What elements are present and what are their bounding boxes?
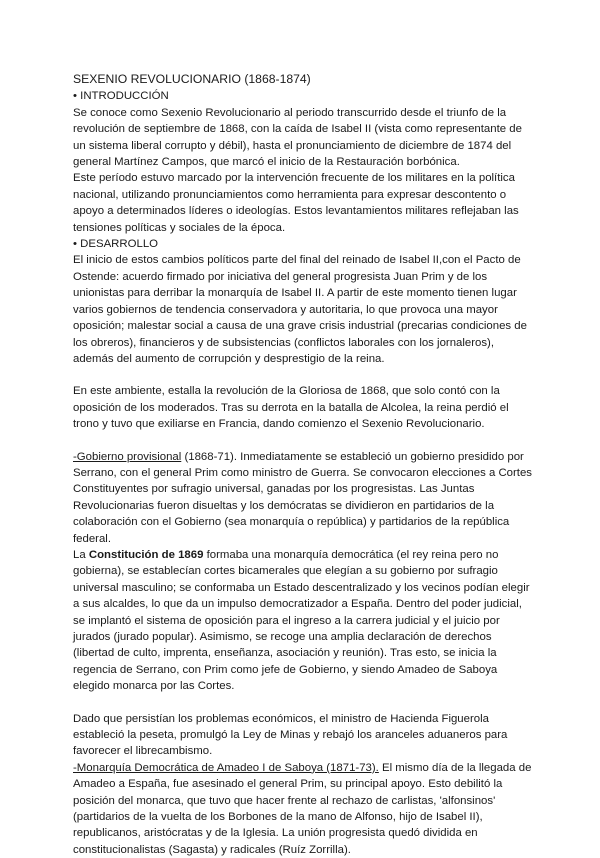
intro-paragraph-1: Se conoce como Sexenio Revolucionario al periodo transcurrido desde el triunfo de la revolución de septiembre de 1868, con la caída de Isabel II (vista como representante de un sistema liberal corrupto y débil), hasta el pronunciamiento de diciembre de 1874 del general Martínez Campos, que marcó el inicio de la Restauración borbónica. — [73, 106, 522, 169]
constitution-paragraph — [73, 547, 533, 695]
spacer — [73, 367, 533, 383]
spacer — [73, 695, 533, 711]
economy-paragraph: Dado que persistían los problemas económicos, el ministro de Hacienda Figuerola estableció la peseta, promulgó la Ley de Minas y rebajó los aranceles aduaneros para favorecer el librecambismo. — [73, 712, 508, 758]
spacer — [73, 433, 533, 449]
provisional-government-text: (1868-71). Inmediatamente se estableció un gobierno presidido por Serrano, con el general Prim como ministro de Guerra. Se convocaron elecciones a Cortes Constituyentes por sufragio universal, ganadas por los progresistas. Las Juntas Revolucionarias fueron disueltas y los demócratas se dividieron en partidarios de la colaboración con el Gobierno (sea monarquía o república) y partidarios de la república federal. — [73, 450, 533, 545]
constitution-text: formaba una monarquía democrática (el rey reina pero no gobierna), se establecían cortes bicamerales que elegían a su gobierno por sufragio universal masculino; se conformaba un Estado descentralizado y los vecinos podían elegir a sus alcaldes, lo que da un impulso democratizador a España. Dentro del poder judicial, se implantó el sistema de oposición para el ingreso a la carrera judicial y el juicio por jurados (jurado popular). Asimismo, se recoge una amplia declaración de derechos (libertad de culto, imprenta, enseñanza, asociación y reunión). Tras esto, se inicia la regencia de Serrano, con Prim como jefe de Gobierno, y siendo Amadeo de Saboya elegido monarca por las Cortes. — [73, 548, 530, 693]
monarchy-paragraph — [73, 760, 533, 858]
provisional-government-link: -Gobierno provisional — [73, 450, 182, 463]
development-paragraph-1: El inicio de estos cambios políticos parte del final del reinado de Isabel II,con el Pacto de Ostende: acuerdo firmado por iniciativa del general progresista Juan Prim y de los unionistas para derribar la monarquía de Isabel II. A partir de este momento tienen lugar varios gobiernos de tendencia conservadora y autoritaria, lo que provoca una mayor oposición; malestar social a causa de una grave crisis industrial (precarias condiciones de los obreros), financieros y de subsistencias (conflictos laborales con los jornaleros), además del aumento de corrupción y desprestigio de la reina. — [73, 254, 527, 365]
development-paragraph-2: En este ambiente, estalla la revolución de la Gloriosa de 1868, que solo contó con la oposición de los moderados. Tras su derrota en la batalla de Alcolea, la reina perdió el trono y tuvo que exiliarse en Francia, dando comienzo el Sexenio Revolucionario. — [73, 385, 509, 431]
document-body — [73, 71, 533, 858]
monarchy-text: El mismo día de la llegada de Amadeo a España, fue asesinado el general Prim, su principal apoyo. Esto debilitó la posición del monarca, que tuvo que hacer frente al rechazo de carlistas, 'alfonsinos' (partidarios de la vuelta de los Borbones de la mano de Alfonso, hijo de Isabel II), republicanos, aristócratas y de la Iglesia. La unión progresista quedó dividida en constitucionalistas (Sagasta) y radicales (Ruíz Zorrilla). — [73, 761, 532, 856]
document-title: SEXENIO REVOLUCIONARIO (1868-1874) — [73, 72, 311, 86]
constitution-prefix: La — [73, 548, 89, 561]
provisional-government-paragraph — [73, 449, 533, 547]
intro-paragraph-2: Este período estuvo marcado por la intervención frecuente de los militares en la política nacional, utilizando pronunciamientos como herramienta para expresar descontento o apoyo a determinados líderes o ideologías. Estos levantamientos militares reflejaban las tensiones políticas y sociales de la época. — [73, 172, 519, 234]
constitution-title: Constitución de 1869 — [88, 548, 204, 561]
development-heading: • DESARROLLO — [73, 238, 159, 251]
monarchy-link: -Monarquía Democrática de Amadeo I de Saboya (1871-73). — [73, 761, 379, 774]
intro-heading: • INTRODUCCIÓN — [73, 90, 169, 103]
